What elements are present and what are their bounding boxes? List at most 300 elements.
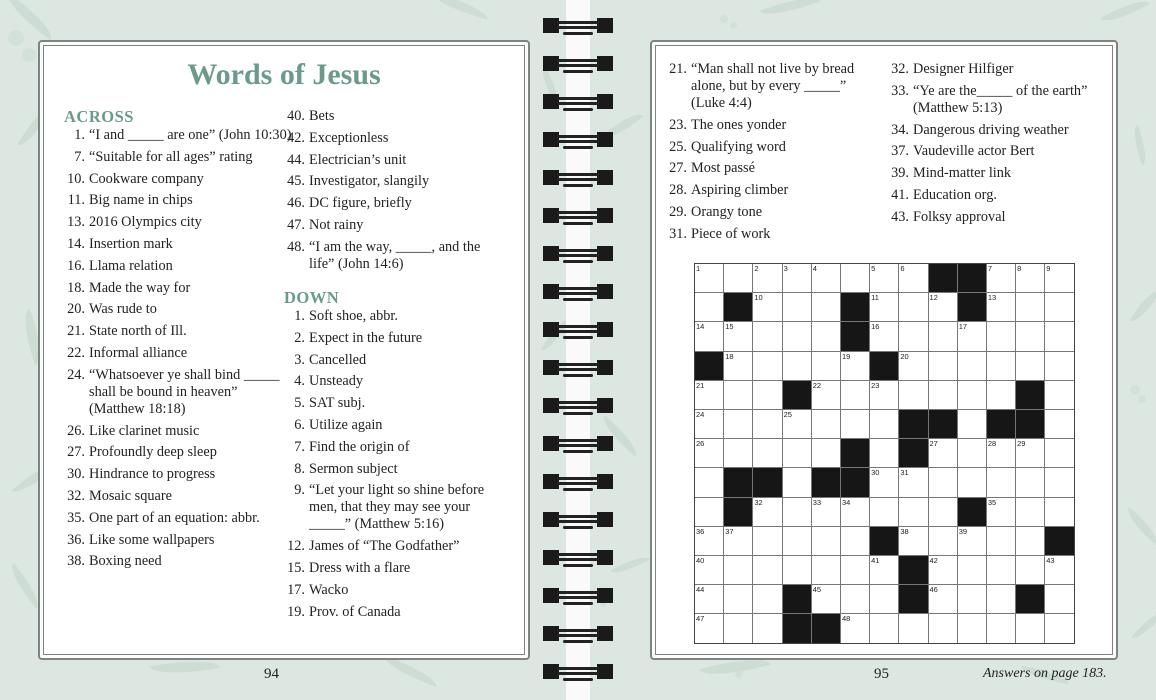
- clue-text: Mind-matter link: [913, 165, 1012, 182]
- page-number-left: 94: [264, 666, 279, 682]
- grid-cell[interactable]: [870, 614, 899, 643]
- grid-cell[interactable]: [929, 352, 958, 381]
- grid-cell[interactable]: [987, 468, 1016, 497]
- clue-text: James of “The Godfather”: [309, 538, 460, 555]
- clue-text: Folksy approval: [913, 208, 1006, 225]
- clue-text: Aspiring climber: [691, 182, 789, 199]
- grid-cell[interactable]: [695, 410, 724, 439]
- grid-cell[interactable]: [724, 614, 753, 643]
- left-page: [38, 40, 530, 660]
- grid-cell[interactable]: [870, 585, 899, 614]
- grid-cell[interactable]: [695, 439, 724, 468]
- grid-cell[interactable]: [870, 439, 899, 468]
- grid-cell[interactable]: [870, 556, 899, 585]
- grid-cell[interactable]: [841, 614, 870, 643]
- grid-cell[interactable]: [1045, 556, 1074, 585]
- cell-number: 9: [1046, 264, 1051, 273]
- grid-cell[interactable]: [841, 352, 870, 381]
- cell-number: 20: [900, 351, 909, 361]
- grid-cell[interactable]: [987, 381, 1016, 410]
- clue-number: 16.: [67, 257, 85, 274]
- grid-cell[interactable]: [1045, 468, 1074, 497]
- clue-text: Soft shoe, abbr.: [309, 308, 398, 324]
- grid-cell[interactable]: [1045, 322, 1074, 351]
- grid-cell[interactable]: [812, 264, 841, 293]
- clue-text: DC figure, briefly: [309, 195, 412, 212]
- grid-cell[interactable]: [958, 614, 987, 643]
- cell-number: 28: [987, 439, 997, 449]
- grid-cell[interactable]: [753, 410, 782, 439]
- grid-cell[interactable]: [783, 264, 812, 293]
- grid-cell[interactable]: [812, 556, 841, 585]
- grid-cell[interactable]: [1016, 322, 1045, 351]
- grid-block: [695, 352, 724, 381]
- clue-number: 22.: [67, 344, 85, 361]
- grid-cell[interactable]: [753, 498, 782, 527]
- clue-item: [64, 553, 294, 570]
- grid-cell[interactable]: [724, 527, 753, 556]
- grid-cell[interactable]: [812, 322, 841, 351]
- clue-number: 19.: [287, 603, 305, 620]
- spiral-ring: [543, 664, 613, 682]
- grid-block: [929, 264, 958, 293]
- clue-item: [284, 461, 504, 478]
- clue-number: 21.: [669, 61, 687, 77]
- clue-number: 36.: [67, 531, 85, 548]
- grid-cell[interactable]: [870, 410, 899, 439]
- cell-number: 4: [812, 264, 817, 273]
- grid-cell[interactable]: [1045, 381, 1074, 410]
- clue-number: 7.: [74, 148, 85, 165]
- clue-item: [666, 61, 881, 112]
- grid-cell[interactable]: [812, 352, 841, 381]
- cell-number: 1: [696, 264, 701, 273]
- grid-cell[interactable]: [958, 556, 987, 585]
- grid-cell[interactable]: [899, 293, 928, 322]
- clue-item: [64, 127, 294, 144]
- grid-cell[interactable]: [783, 322, 812, 351]
- clue-item: [284, 152, 504, 169]
- clue-item: [284, 482, 504, 533]
- clue-number: 41.: [891, 186, 909, 203]
- cell-number: 18: [725, 351, 734, 361]
- clue-item: [64, 214, 294, 231]
- clue-number: 47.: [287, 216, 305, 233]
- grid-cell[interactable]: [753, 293, 782, 322]
- grid-cell[interactable]: [987, 439, 1016, 468]
- clue-text: Qualifying word: [691, 138, 786, 155]
- clue-text: SAT subj.: [309, 395, 366, 412]
- clue-text: Cookware company: [89, 170, 204, 187]
- clue-item: [666, 226, 881, 243]
- cell-number: 43: [1046, 555, 1055, 565]
- grid-block: [783, 585, 812, 614]
- cell-number: 7: [987, 264, 993, 273]
- clue-item: [64, 367, 294, 418]
- grid-cell[interactable]: [724, 381, 753, 410]
- grid-cell[interactable]: [987, 498, 1016, 527]
- grid-cell[interactable]: [695, 556, 724, 585]
- page-number-right: 95: [874, 666, 889, 682]
- grid-cell[interactable]: [1045, 439, 1074, 468]
- down-clues-column-3: [888, 61, 1118, 231]
- clue-text: Hindrance to progress: [89, 466, 216, 483]
- grid-cell[interactable]: [753, 264, 782, 293]
- clue-item: [64, 258, 294, 275]
- clue-item: [64, 149, 294, 166]
- grid-cell[interactable]: [899, 264, 928, 293]
- crossword-grid: [694, 263, 1075, 644]
- grid-cell[interactable]: [695, 293, 724, 322]
- grid-block: [958, 498, 987, 527]
- clue-text: “Ye are the_____ of the earth” (Matthew 5:13): [913, 82, 1088, 116]
- grid-cell[interactable]: [1016, 468, 1045, 497]
- grid-cell[interactable]: [987, 293, 1016, 322]
- grid-cell[interactable]: [783, 468, 812, 497]
- grid-block: [783, 381, 812, 410]
- clue-number: 45.: [287, 173, 305, 190]
- clue-item: [284, 217, 504, 234]
- grid-cell[interactable]: [870, 322, 899, 351]
- grid-cell[interactable]: [929, 439, 958, 468]
- cell-number: 29: [1017, 439, 1026, 449]
- clue-item: [64, 192, 294, 209]
- grid-cell[interactable]: [841, 498, 870, 527]
- clue-number: 32.: [891, 61, 909, 77]
- cell-number: 17: [958, 322, 968, 332]
- grid-cell[interactable]: [1045, 614, 1074, 643]
- clue-item: [284, 195, 504, 212]
- grid-cell[interactable]: [987, 585, 1016, 614]
- grid-cell[interactable]: [929, 614, 958, 643]
- grid-cell[interactable]: [870, 468, 899, 497]
- grid-block: [1016, 585, 1045, 614]
- leaf-decoration: [1128, 124, 1151, 165]
- clue-text: Llama relation: [89, 257, 173, 274]
- clue-item: [64, 280, 294, 297]
- grid-cell[interactable]: [753, 556, 782, 585]
- clue-number: 24.: [67, 366, 85, 383]
- grid-cell[interactable]: [1016, 293, 1045, 322]
- down-heading: DOWN: [284, 288, 340, 307]
- clue-number: 9.: [294, 482, 305, 499]
- clue-number: 4.: [294, 373, 305, 390]
- grid-cell[interactable]: [783, 439, 812, 468]
- grid-cell[interactable]: [841, 381, 870, 410]
- clue-number: 32.: [67, 487, 85, 504]
- cell-number: 27: [929, 439, 938, 449]
- grid-cell[interactable]: [958, 410, 987, 439]
- grid-cell[interactable]: [841, 410, 870, 439]
- spiral-ring: [543, 436, 613, 454]
- clue-number: 18.: [67, 279, 85, 296]
- grid-cell[interactable]: [987, 614, 1016, 643]
- grid-cell[interactable]: [899, 614, 928, 643]
- cell-number: 8: [1017, 264, 1022, 273]
- grid-cell[interactable]: [987, 527, 1016, 556]
- spiral-ring: [543, 360, 613, 378]
- cell-number: 2: [754, 264, 759, 273]
- clue-number: 3.: [294, 351, 305, 368]
- grid-cell[interactable]: [724, 556, 753, 585]
- grid-cell[interactable]: [783, 293, 812, 322]
- clue-text: “Suitable for all ages” rating: [89, 148, 253, 165]
- grid-cell[interactable]: [958, 585, 987, 614]
- grid-cell[interactable]: [1016, 352, 1045, 381]
- grid-cell[interactable]: [753, 322, 782, 351]
- clue-text: Informal alliance: [89, 344, 188, 361]
- clue-text: “Man shall not live by bread alone, but by every _____” (Luke 4:4): [691, 61, 855, 111]
- cell-number: 16: [871, 322, 880, 332]
- clue-number: 31.: [669, 225, 687, 242]
- clue-number: 27.: [67, 444, 85, 461]
- across-clues-column-2: [284, 108, 504, 278]
- grid-cell[interactable]: [870, 381, 899, 410]
- grid-cell[interactable]: [1045, 352, 1074, 381]
- grid-cell[interactable]: [812, 293, 841, 322]
- grid-block: [841, 468, 870, 497]
- clue-text: Education org.: [913, 186, 997, 203]
- clue-item: [284, 582, 504, 599]
- grid-cell[interactable]: [695, 498, 724, 527]
- grid-cell[interactable]: [958, 352, 987, 381]
- grid-cell[interactable]: [899, 468, 928, 497]
- grid-cell[interactable]: [695, 264, 724, 293]
- grid-cell[interactable]: [724, 585, 753, 614]
- grid-cell[interactable]: [695, 527, 724, 556]
- clue-item: [64, 323, 294, 340]
- grid-cell[interactable]: [899, 352, 928, 381]
- leaf-decoration: [1121, 507, 1156, 545]
- clue-number: 14.: [67, 235, 85, 252]
- clue-number: 17.: [287, 581, 305, 598]
- grid-cell[interactable]: [753, 381, 782, 410]
- grid-cell[interactable]: [724, 322, 753, 351]
- grid-cell[interactable]: [987, 322, 1016, 351]
- clue-item: [888, 165, 1118, 182]
- grid-cell[interactable]: [783, 498, 812, 527]
- cell-number: 26: [696, 439, 705, 449]
- grid-cell[interactable]: [812, 527, 841, 556]
- clue-item: [64, 301, 294, 318]
- cell-number: 5: [871, 264, 876, 273]
- clue-number: 30.: [67, 466, 85, 483]
- grid-cell[interactable]: [1016, 527, 1045, 556]
- clue-text: Designer Hilfiger: [913, 61, 1014, 77]
- grid-cell[interactable]: [899, 527, 928, 556]
- clue-text: “Whatsoever ye shall bind _____ shall be bound in heaven” (Matthew 18:18): [89, 366, 280, 417]
- clue-item: [888, 61, 1118, 78]
- grid-cell[interactable]: [1016, 439, 1045, 468]
- clue-text: Investigator, slangily: [309, 173, 430, 190]
- spiral-ring: [543, 246, 613, 264]
- grid-cell[interactable]: [695, 614, 724, 643]
- cell-number: 32: [754, 497, 763, 507]
- clue-number: 5.: [294, 395, 305, 412]
- grid-cell[interactable]: [812, 381, 841, 410]
- cell-number: 11: [871, 293, 879, 303]
- grid-cell[interactable]: [812, 585, 841, 614]
- grid-cell[interactable]: [1045, 264, 1074, 293]
- cell-number: 45: [812, 585, 822, 595]
- grid-cell[interactable]: [958, 527, 987, 556]
- clue-number: 42.: [287, 129, 305, 146]
- clue-text: Boxing need: [89, 553, 162, 570]
- grid-cell[interactable]: [870, 264, 899, 293]
- grid-block: [724, 293, 753, 322]
- grid-cell[interactable]: [929, 498, 958, 527]
- grid-cell[interactable]: [783, 352, 812, 381]
- grid-cell[interactable]: [1045, 498, 1074, 527]
- spiral-ring: [543, 56, 613, 74]
- grid-cell[interactable]: [812, 410, 841, 439]
- clue-item: [888, 209, 1118, 226]
- grid-cell[interactable]: [1016, 556, 1045, 585]
- grid-cell[interactable]: [987, 352, 1016, 381]
- clue-item: [284, 560, 504, 577]
- grid-cell[interactable]: [753, 352, 782, 381]
- grid-cell[interactable]: [929, 585, 958, 614]
- spiral-ring: [543, 550, 613, 568]
- grid-block: [724, 468, 753, 497]
- grid-cell[interactable]: [695, 381, 724, 410]
- cell-number: 10: [754, 293, 763, 303]
- cell-number: 12: [929, 293, 938, 303]
- clue-text: Bets: [309, 108, 335, 124]
- clue-number: 48.: [287, 238, 305, 255]
- spiral-ring: [543, 512, 613, 530]
- grid-block: [899, 410, 928, 439]
- cell-number: 39: [958, 526, 968, 536]
- cell-number: 24: [696, 409, 705, 419]
- grid-cell[interactable]: [841, 264, 870, 293]
- grid-cell[interactable]: [1016, 264, 1045, 293]
- clue-text: Prov. of Canada: [309, 603, 401, 620]
- grid-cell[interactable]: [841, 556, 870, 585]
- clue-text: Dress with a flare: [309, 559, 411, 576]
- clue-number: 2.: [294, 329, 305, 346]
- grid-block: [958, 293, 987, 322]
- grid-cell[interactable]: [724, 439, 753, 468]
- grid-cell[interactable]: [753, 439, 782, 468]
- clue-item: [888, 187, 1118, 204]
- clue-item: [64, 466, 294, 483]
- cell-number: 33: [812, 497, 822, 507]
- grid-cell[interactable]: [841, 585, 870, 614]
- clue-number: 29.: [669, 203, 687, 220]
- grid-cell[interactable]: [929, 381, 958, 410]
- clue-number: 1.: [294, 308, 305, 324]
- clue-item: [888, 143, 1118, 160]
- cell-number: 35: [987, 497, 997, 507]
- cell-number: 48: [841, 614, 851, 624]
- spiral-ring: [543, 132, 613, 150]
- cell-number: 46: [929, 585, 938, 595]
- grid-cell[interactable]: [812, 498, 841, 527]
- clue-text: The ones yonder: [691, 116, 787, 133]
- clue-text: Insertion mark: [89, 235, 173, 252]
- grid-cell[interactable]: [724, 264, 753, 293]
- clue-item: [284, 417, 504, 434]
- clue-item: [64, 444, 294, 461]
- clue-item: [64, 532, 294, 549]
- grid-cell[interactable]: [870, 293, 899, 322]
- grid-cell[interactable]: [929, 293, 958, 322]
- clue-item: [666, 160, 881, 177]
- clue-text: Made the way for: [89, 279, 191, 296]
- grid-cell[interactable]: [841, 527, 870, 556]
- grid-cell[interactable]: [783, 410, 812, 439]
- clue-item: [64, 236, 294, 253]
- grid-cell[interactable]: [958, 439, 987, 468]
- grid-cell[interactable]: [695, 322, 724, 351]
- puzzle-title: Words of Jesus: [187, 58, 381, 91]
- grid-cell[interactable]: [753, 614, 782, 643]
- grid-cell[interactable]: [695, 468, 724, 497]
- grid-cell[interactable]: [899, 322, 928, 351]
- clue-number: 20.: [67, 301, 85, 318]
- cell-number: 25: [783, 409, 792, 419]
- clue-item: [64, 423, 294, 440]
- grid-cell[interactable]: [929, 322, 958, 351]
- grid-cell[interactable]: [1016, 614, 1045, 643]
- grid-cell[interactable]: [783, 527, 812, 556]
- clue-text: Was rude to: [89, 301, 157, 318]
- grid-block: [929, 410, 958, 439]
- grid-cell[interactable]: [929, 468, 958, 497]
- grid-cell[interactable]: [870, 498, 899, 527]
- cell-number: 15: [725, 322, 734, 332]
- grid-cell[interactable]: [899, 381, 928, 410]
- grid-cell[interactable]: [958, 322, 987, 351]
- grid-cell[interactable]: [724, 352, 753, 381]
- grid-cell[interactable]: [753, 585, 782, 614]
- grid-cell[interactable]: [1045, 293, 1074, 322]
- clue-item: [666, 117, 881, 134]
- grid-cell[interactable]: [899, 498, 928, 527]
- grid-cell[interactable]: [987, 264, 1016, 293]
- clue-number: 43.: [891, 208, 909, 225]
- grid-cell[interactable]: [753, 527, 782, 556]
- spiral-ring: [543, 626, 613, 644]
- leaf-decoration: [429, 0, 490, 20]
- clue-text: 2016 Olympics city: [89, 214, 202, 231]
- clue-text: Not rainy: [309, 216, 364, 233]
- clue-number: 8.: [294, 460, 305, 477]
- grid-cell[interactable]: [1045, 410, 1074, 439]
- grid-cell[interactable]: [929, 527, 958, 556]
- grid-block: [812, 614, 841, 643]
- clue-number: 35.: [67, 509, 85, 526]
- grid-cell[interactable]: [987, 556, 1016, 585]
- leaf-decoration: [1131, 606, 1156, 643]
- clue-number: 1.: [74, 127, 85, 143]
- grid-cell[interactable]: [1016, 498, 1045, 527]
- grid-cell[interactable]: [958, 381, 987, 410]
- grid-cell[interactable]: [724, 410, 753, 439]
- clue-item: [64, 171, 294, 188]
- grid-cell[interactable]: [929, 556, 958, 585]
- grid-cell[interactable]: [812, 439, 841, 468]
- cell-number: 30: [871, 468, 880, 478]
- grid-cell[interactable]: [958, 468, 987, 497]
- cell-number: 37: [725, 526, 734, 536]
- spiral-ring: [543, 170, 613, 188]
- grid-cell[interactable]: [783, 556, 812, 585]
- clue-item: [284, 395, 504, 412]
- grid-cell[interactable]: [1045, 585, 1074, 614]
- grid-cell[interactable]: [695, 585, 724, 614]
